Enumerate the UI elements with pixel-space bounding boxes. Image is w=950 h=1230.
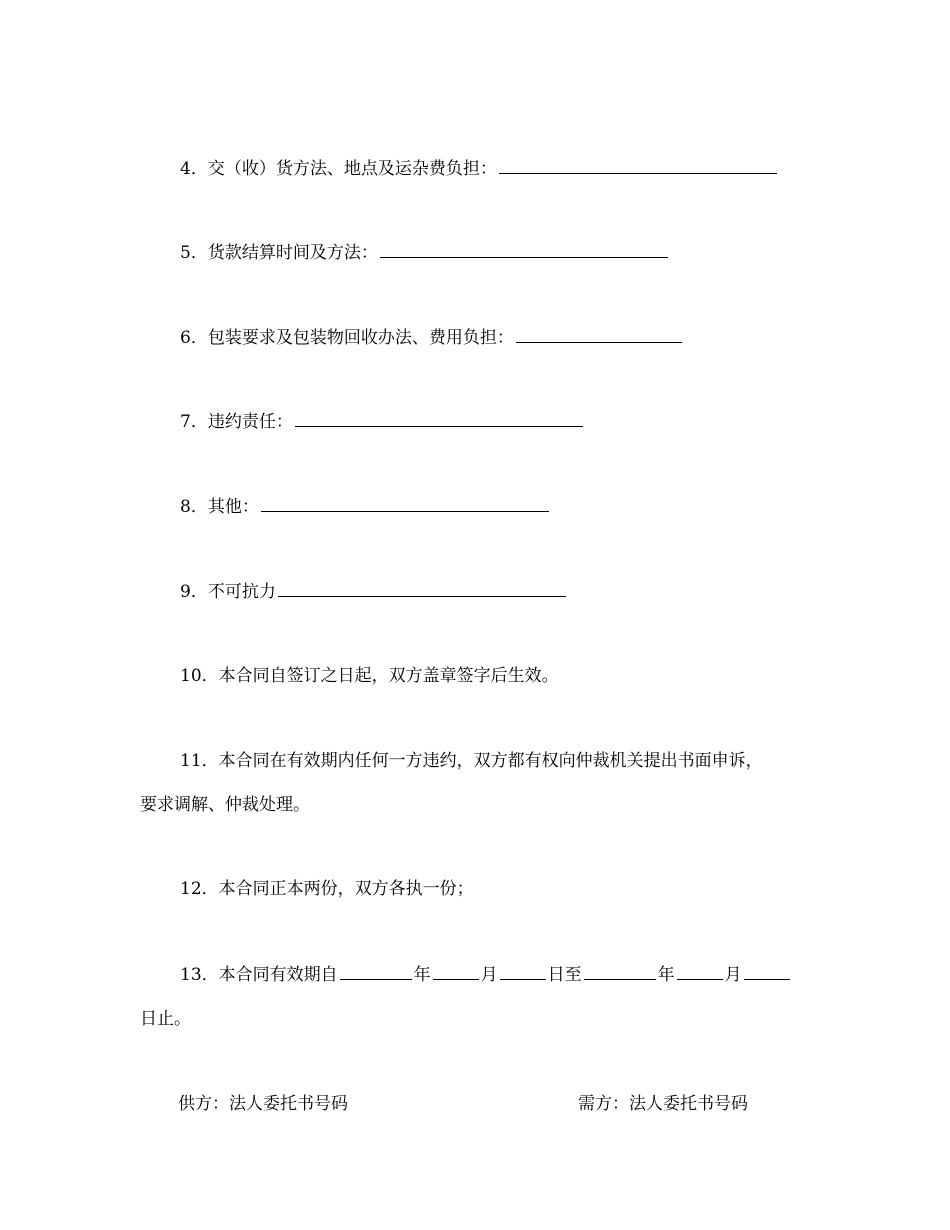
clause-8 <box>180 494 551 519</box>
clause-8-text: 8．其他： <box>180 497 259 517</box>
clause-13-year-2: 年 <box>657 965 675 985</box>
clause-13-day-to: 日至 <box>547 965 582 985</box>
clause-12-text: 12．本合同正本两份，双方各执一份； <box>180 879 474 899</box>
clause-11-line-2 <box>140 793 310 817</box>
clause-13-month-2: 月 <box>724 965 742 985</box>
buyer-label: 需方：法人委托书号码 <box>578 1094 748 1114</box>
clause-11-line-1 <box>180 749 763 773</box>
end-year-blank[interactable] <box>584 962 656 980</box>
clause-10 <box>180 664 559 688</box>
end-day-blank[interactable] <box>744 962 790 980</box>
clause-7-blank[interactable] <box>295 409 583 427</box>
start-day-blank[interactable] <box>500 962 546 980</box>
clause-5-text: 5．货款结算时间及方法： <box>180 243 378 263</box>
clause-13-prefix: 13．本合同有效期自 <box>180 965 338 985</box>
clause-6 <box>180 325 684 350</box>
clause-4-text: 4．交（收）货方法、地点及运杂费负担： <box>180 159 497 179</box>
clause-9 <box>180 579 568 604</box>
clause-13-line-2 <box>140 1007 191 1031</box>
clause-13-month: 月 <box>480 965 498 985</box>
supplier-signature <box>178 1092 348 1116</box>
start-year-blank[interactable] <box>340 962 412 980</box>
clause-12 <box>180 877 474 901</box>
clause-13-line-1 <box>180 962 792 987</box>
clause-4 <box>180 156 779 181</box>
clause-10-text: 10．本合同自签订之日起，双方盖章签字后生效。 <box>180 666 559 686</box>
supplier-label: 供方：法人委托书号码 <box>178 1094 348 1114</box>
clause-6-blank[interactable] <box>516 325 682 343</box>
clause-13-end: 日止。 <box>140 1009 191 1029</box>
clause-9-text: 9．不可抗力 <box>180 582 276 602</box>
clause-13-year: 年 <box>413 965 431 985</box>
end-month-blank[interactable] <box>677 962 723 980</box>
clause-11-text-1: 11．本合同在有效期内任何一方违约，双方都有权向仲裁机关提出书面申诉， <box>180 751 763 771</box>
clause-5-blank[interactable] <box>380 240 668 258</box>
clause-11-text-2: 要求调解、仲裁处理。 <box>140 795 310 815</box>
clause-6-text: 6．包装要求及包装物回收办法、费用负担： <box>180 328 514 348</box>
buyer-signature <box>578 1092 748 1116</box>
clause-9-blank[interactable] <box>278 579 566 597</box>
start-month-blank[interactable] <box>433 962 479 980</box>
clause-4-blank[interactable] <box>499 156 777 174</box>
clause-7 <box>180 409 585 434</box>
clause-8-blank[interactable] <box>261 494 549 512</box>
clause-5 <box>180 240 670 265</box>
clause-7-text: 7．违约责任： <box>180 412 293 432</box>
